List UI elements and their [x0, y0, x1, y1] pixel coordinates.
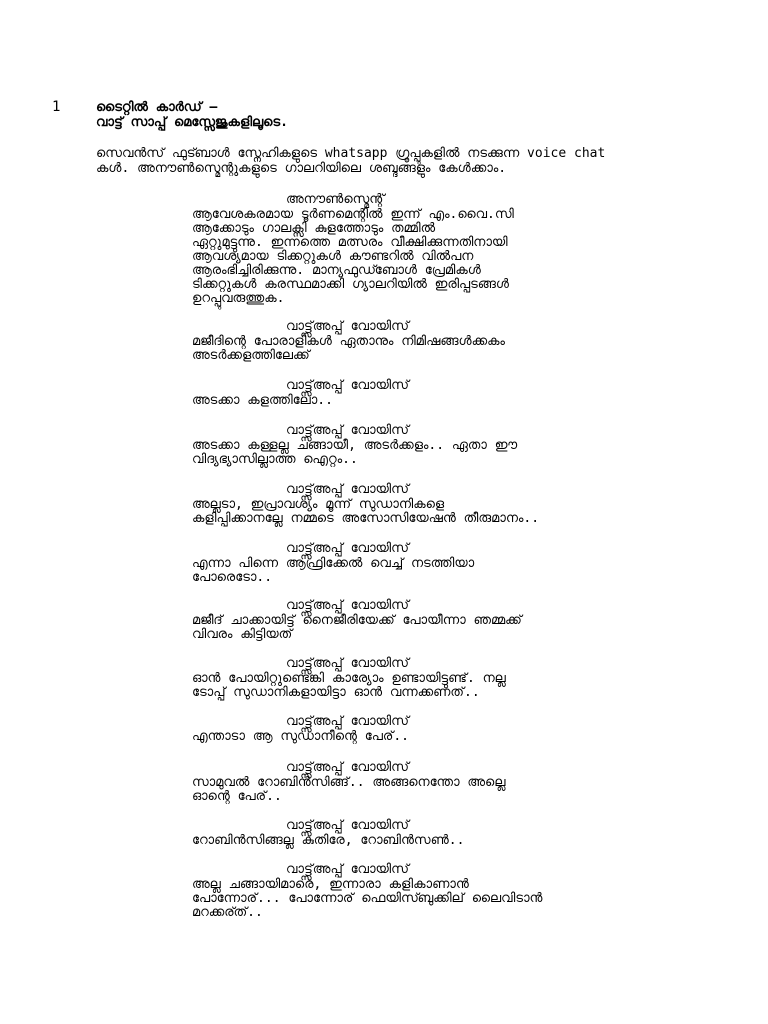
- character-name: വാട്ട്സ്അപ്പ് വോയിസ്: [286, 818, 409, 833]
- dialogue-line: മറക്കര്ത്..: [192, 905, 263, 920]
- dialogue-line: അല്ല ചങ്ങായിമാരെ, ഇന്നാരാ കളികാണാൻ: [192, 877, 469, 892]
- character-name: വാട്ട്സ്അപ്പ് വോയിസ്: [286, 423, 409, 438]
- action-line: കൾ. അനൗൺസ്മെന്റുകളുടെ ഗാലറിയിലെ ശബ്ദങ്ങളും കേൾക്കാം.: [96, 161, 507, 176]
- scene-heading-line: വാട്ട് സാപ്പ് മെസ്സേജുകളിലൂടെ.: [96, 115, 288, 130]
- dialogue-line: ആരംഭിച്ചിരിക്കുന്നു. മാന്യഫുഡ്ബോൾ പ്രേമികൾ: [192, 263, 481, 278]
- dialogue-line: ഉറപ്പുവരുത്തുക.: [192, 291, 285, 306]
- dialogue-line: എന്നാ പിന്നെ ആഫ്രിക്കേൽ വെച്ച് നടത്തിയാ: [192, 556, 475, 571]
- character-name: വാട്ട്സ്അപ്പ് വോയിസ്: [286, 598, 409, 613]
- dialogue-text: [192, 557, 474, 585]
- dialogue-text: [192, 614, 522, 642]
- dialogue-line: ആക്കോടും ഗാലക്സി കുളത്തോടും തമ്മിൽ: [192, 221, 436, 236]
- dialogue-line: മജീദിന്റെ പോരാളികൾ ഏതാനും നിമിഷങ്ങൾക്കകം: [192, 334, 505, 349]
- character-name: വാട്ട്സ്അപ്പ് വോയിസ്: [286, 760, 409, 775]
- dialogue-line: പോരെടോ..: [192, 570, 273, 585]
- dialogue-line: പോന്നോര്... പോന്നോര് ഫെയിസ്ബുക്കില് ലൈവിടാൻ: [192, 891, 543, 906]
- dialogue-text: [192, 834, 464, 848]
- scene-heading-line: ടൈറ്റിൽ കാർഡ് –: [96, 100, 218, 115]
- scene-number: 1: [52, 99, 61, 115]
- dialogue-line: എന്താടാ ആ സുഡാനീന്റെ പേര്..: [192, 729, 409, 744]
- character-name: അനൗൺസ്മെന്റ്: [286, 192, 385, 207]
- action-line: സെവൻസ് ഫുട്ബാൾ സ്നേഹികളുടെ whatsapp ഗ്രൂപ്പുകളിൽ നടക്കുന്ന voice chat: [96, 146, 606, 161]
- dialogue-line: അടക്കാ കളത്തിലോ..: [192, 393, 333, 408]
- dialogue-line: വിവരം കിട്ടിയത്: [192, 627, 293, 642]
- dialogue-line: സാമുവൽ റോബിൻസിങ്ങ്.. അങ്ങനെന്തോ അല്ലെ: [192, 775, 506, 790]
- dialogue-line: ടിക്കറ്റുകൾ കരസ്ഥമാക്കി ഗ്യാലറിയിൽ ഇരിപ്പടങ്ങൾ: [192, 277, 509, 292]
- dialogue-line: വിദ്യഭ്യാസില്ലാത്ത ഐറ്റം..: [192, 452, 358, 467]
- dialogue-line: ഓന്റെ പേര്..: [192, 789, 282, 804]
- scene-heading: [96, 100, 288, 130]
- character-name: വാട്ട്സ്അപ്പ് വോയിസ്: [286, 319, 409, 334]
- dialogue-line: ആവേശകരമായ ടൂർണമെന്റിൽ ഇന്ന് എം.വൈ.സി: [192, 207, 514, 222]
- dialogue-line: ടോപ്പ് സുഡാനികളായിട്ടാ ഓൻ വന്നക്കണത്..: [192, 685, 480, 700]
- dialogue-line: ആവശ്യമായ ടിക്കറ്റുകൾ കൗണ്ടറിൽ വിൽപന: [192, 249, 474, 264]
- character-name: വാട്ട്സ്അപ്പ് വോയിസ്: [286, 862, 409, 877]
- dialogue-text: [192, 208, 514, 306]
- character-name: വാട്ട്സ്അപ്പ് വോയിസ്: [286, 378, 409, 393]
- character-name: വാട്ട്സ്അപ്പ് വോയിസ്: [286, 714, 409, 729]
- dialogue-text: [192, 439, 517, 467]
- dialogue-text: [192, 394, 333, 408]
- dialogue-line: അടക്കാ കള്ളല്ല ചങ്ങായീ, അടർക്കളം.. ഏതാ ഈ: [192, 438, 518, 453]
- dialogue-line: മജീദ് ചാക്കായിട്ട് നൈജീരിയേക്ക് പോയീന്നാ ഞമ്മക്ക്: [192, 613, 522, 628]
- dialogue-text: [192, 672, 506, 700]
- dialogue-line: അടർക്കളത്തിലേക്ക്: [192, 348, 310, 363]
- dialogue-line: റോബിൻസിങ്ങല്ല കുതിരേ, റോബിൻസൺ..: [192, 833, 465, 848]
- dialogue-text: [192, 730, 409, 744]
- character-name: വാട്ട്സ്അപ്പ് വോയിസ്: [286, 482, 409, 497]
- dialogue-text: [192, 498, 539, 526]
- dialogue-line: അല്ലടാ, ഇപ്രാവശ്യം മൂന്ന് സുഡാനികളെ: [192, 497, 445, 512]
- action-paragraph: [96, 146, 716, 176]
- dialogue-text: [192, 878, 542, 920]
- character-name: വാട്ട്സ്അപ്പ് വോയിസ്: [286, 656, 409, 671]
- dialogue-text: [192, 335, 505, 363]
- character-name: വാട്ട്സ്അപ്പ് വോയിസ്: [286, 541, 409, 556]
- dialogue-line: ഏറ്റുമുട്ടുന്നു. ഇന്നത്തെ മത്സരം വീക്ഷിക്കുന്നതിനായി: [192, 235, 508, 250]
- dialogue-line: ഓൻ പോയിറ്റുണ്ടെങ്കി കാര്യോം ഉണ്ടായിട്ടുണ്ട്. നല്ല: [192, 671, 506, 686]
- dialogue-line: കളിപ്പിക്കാനല്ലേ നമ്മടെ അസോസിയേഷൻ തീരുമാനം..: [192, 511, 540, 526]
- dialogue-text: [192, 776, 505, 804]
